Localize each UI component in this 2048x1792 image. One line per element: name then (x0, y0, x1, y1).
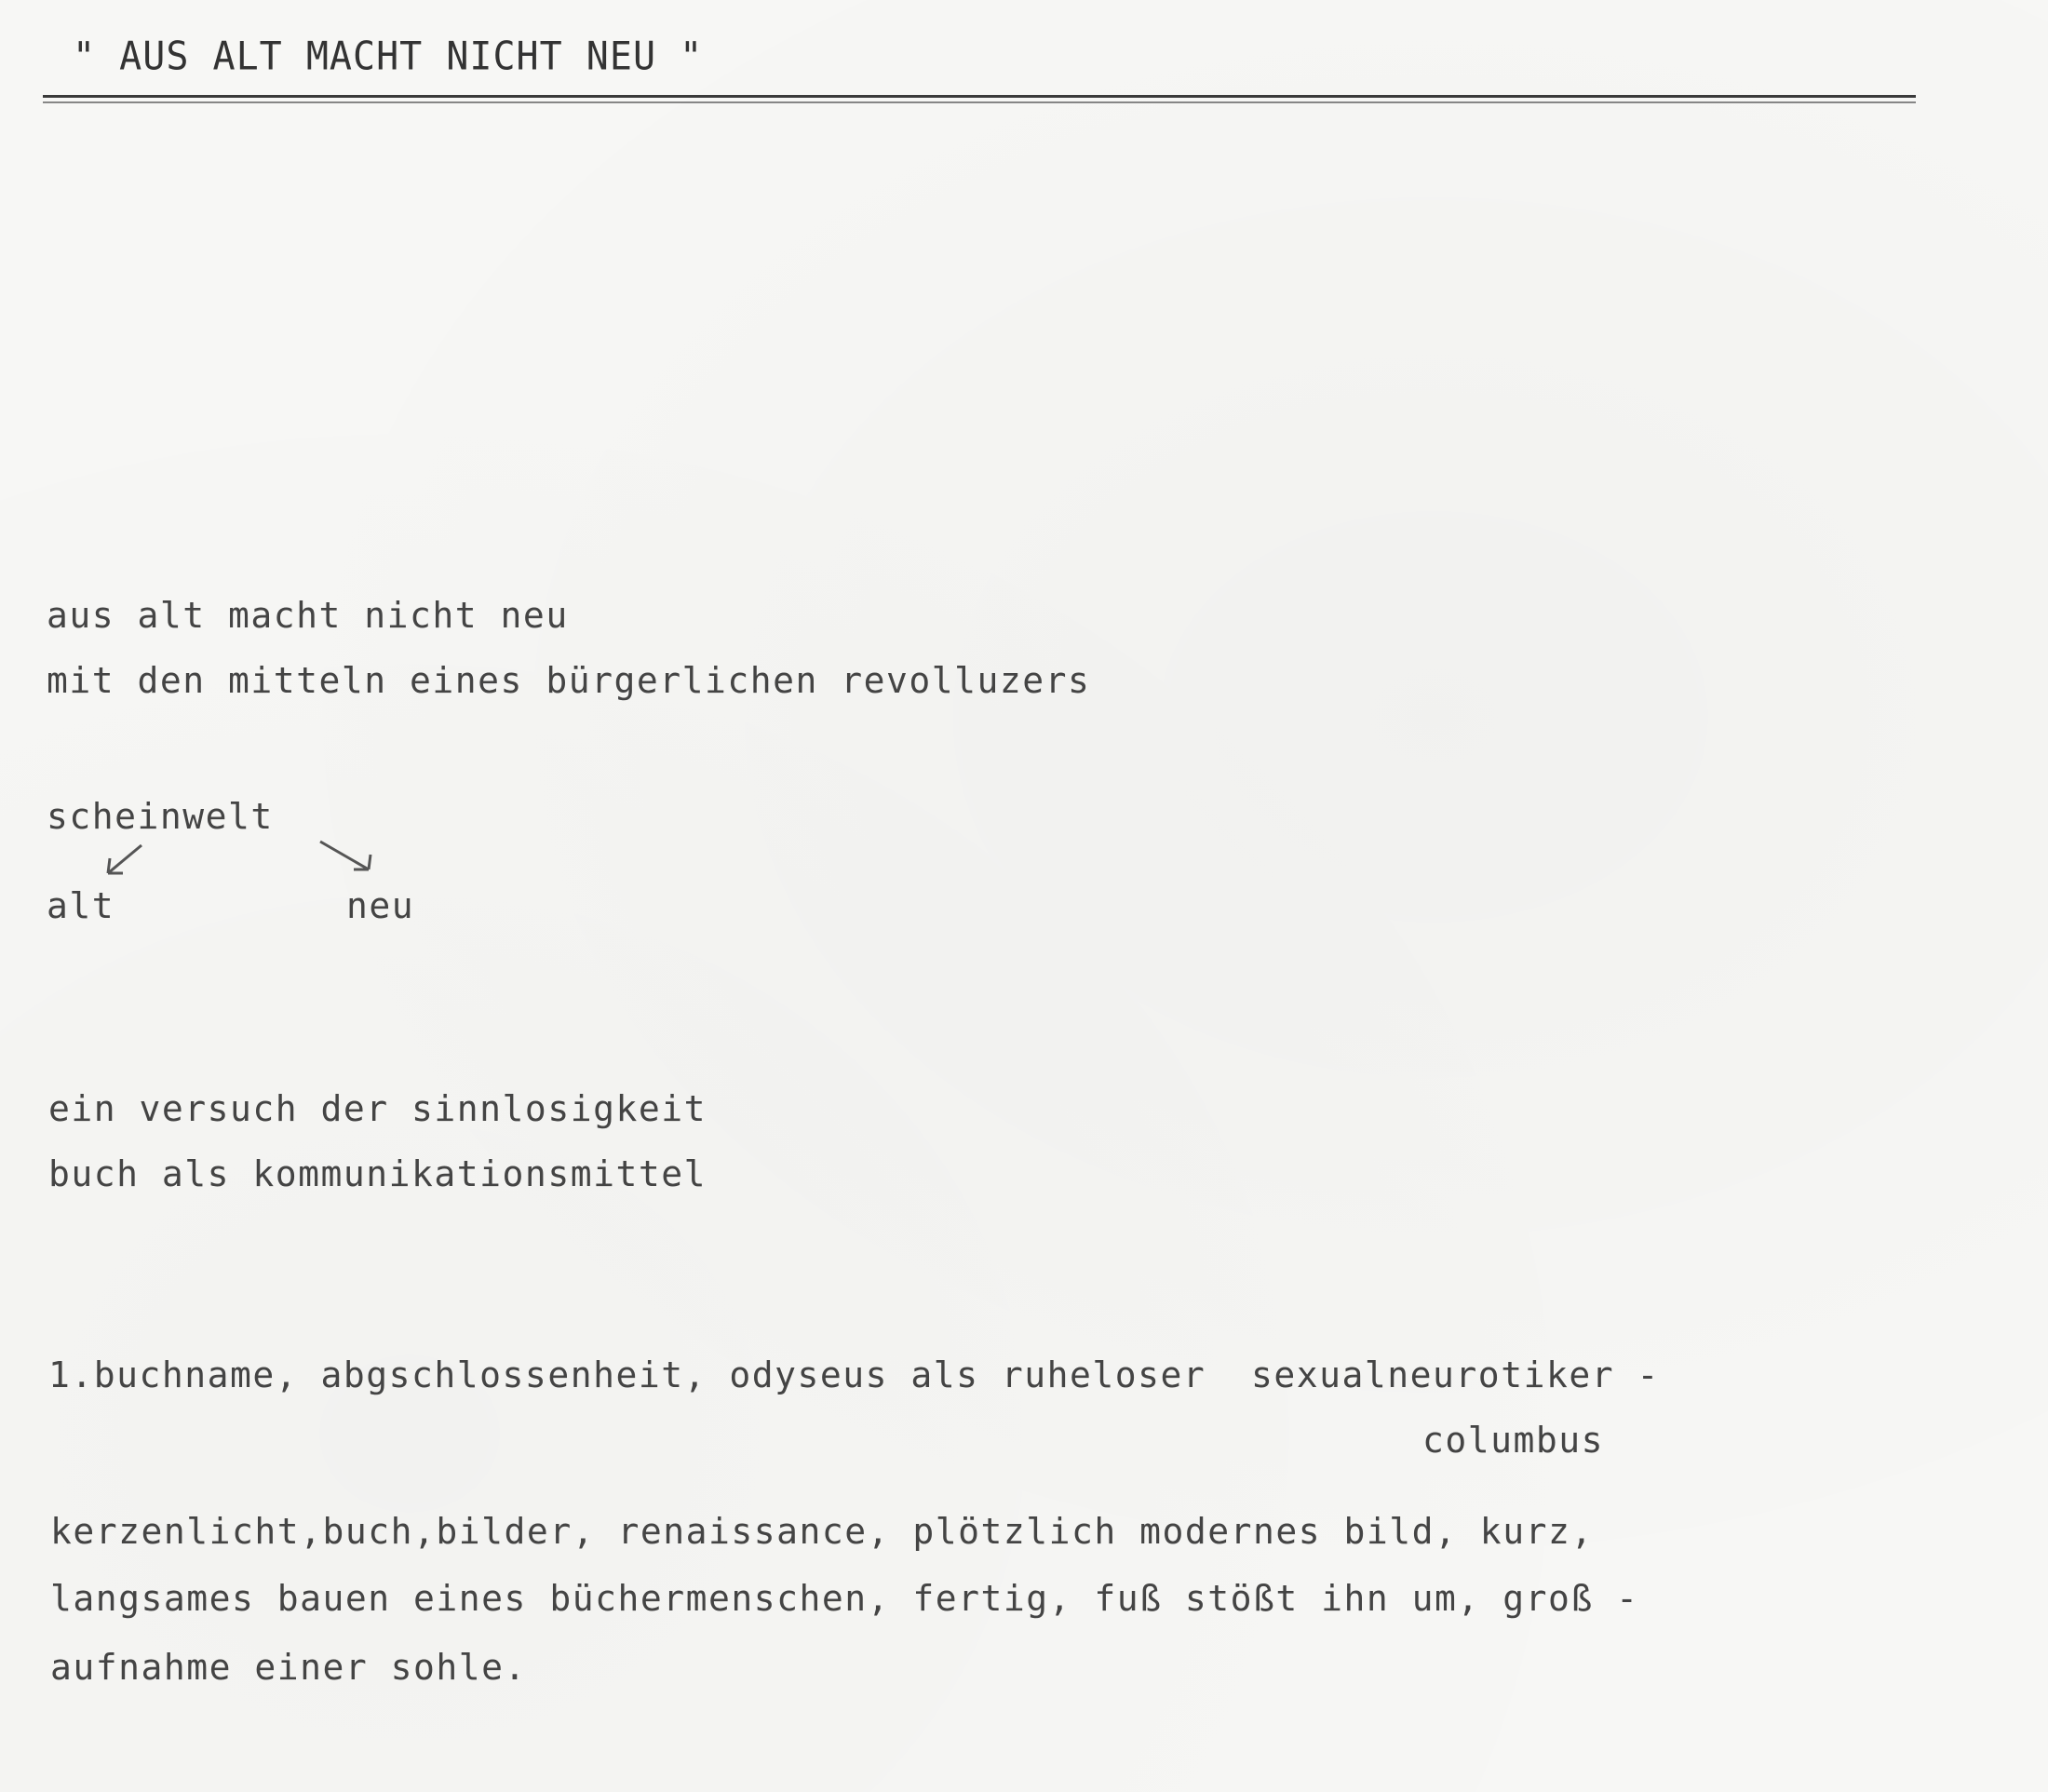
text-line-7: langsames bauen eines büchermenschen, fertig, fuß stößt ihn um, groß - (50, 1578, 1639, 1619)
diagram-leaf-neu: neu (346, 885, 415, 926)
text-line-1: aus alt macht nicht neu (47, 595, 569, 636)
text-line-2: mit den mitteln eines bürgerlichen revolluzers (47, 660, 1091, 701)
text-line-5: 1.buchname, abgschlossenheit, odyseus als ruheloser sexualneurotiker - (48, 1354, 1660, 1395)
title-underline-second (43, 101, 1916, 103)
text-line-6: kerzenlicht,buch,bilder, renaissance, plötzlich modernes bild, kurz, (50, 1511, 1594, 1552)
text-line-4: buch als kommunikationsmittel (48, 1153, 707, 1194)
title-underline (43, 95, 1916, 98)
text-line-3: ein versuch der sinnlosigkeit (48, 1088, 707, 1129)
text-line-5-columbus: columbus (1422, 1420, 1605, 1461)
diagram-leaf-alt: alt (47, 885, 115, 926)
page-title: " AUS ALT MACHT NICHT NEU " (73, 34, 704, 80)
diagram-root-scheinwelt: scheinwelt (47, 796, 274, 837)
text-line-8: aufnahme einer sohle. (50, 1647, 527, 1688)
arrow-right-icon (317, 838, 376, 879)
arrow-left-icon (101, 842, 147, 881)
